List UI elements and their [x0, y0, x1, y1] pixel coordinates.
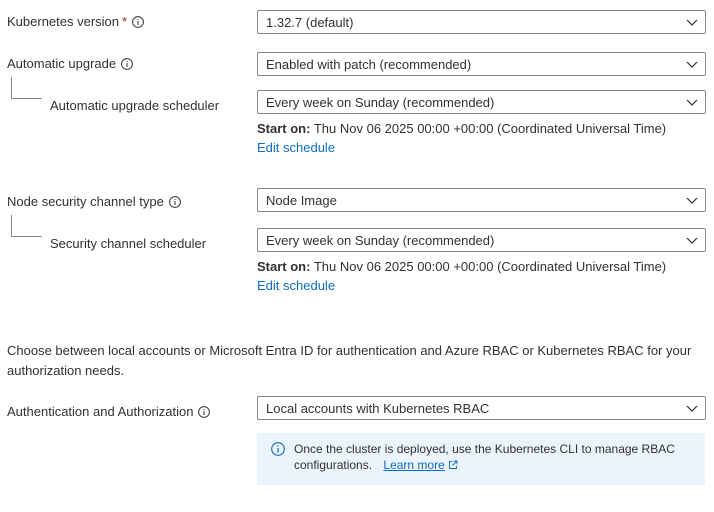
external-link-icon: [448, 460, 458, 470]
info-message-box: [257, 433, 705, 485]
automatic-upgrade-label: Automatic upgrade: [7, 56, 133, 71]
automatic-upgrade-scheduler-dropdown[interactable]: Every week on Sunday (recommended): [257, 90, 706, 114]
info-icon[interactable]: [169, 196, 181, 208]
automatic-upgrade-scheduler-label: Automatic upgrade scheduler: [50, 98, 220, 113]
chevron-down-icon: [685, 15, 699, 29]
info-icon[interactable]: [121, 58, 133, 70]
chevron-down-icon: [685, 233, 699, 247]
security-channel-scheduler-label: Security channel scheduler: [50, 236, 207, 251]
required-asterisk: *: [122, 14, 128, 29]
chevron-down-icon: [685, 193, 699, 207]
node-security-channel-label: Node security channel type: [7, 194, 181, 209]
chevron-down-icon: [685, 401, 699, 415]
tree-connector: [11, 77, 42, 99]
tree-connector: [11, 215, 42, 237]
auth-description: Choose between local accounts or Microsoft Entra ID for authentication and Azure RBAC or Kubernetes RBAC for your authorization needs.: [7, 343, 692, 378]
learn-more-link[interactable]: Learn more: [383, 458, 445, 472]
info-icon[interactable]: [132, 16, 144, 28]
chevron-down-icon: [685, 95, 699, 109]
node-security-channel-dropdown[interactable]: Node Image: [257, 188, 706, 212]
info-icon[interactable]: [198, 406, 210, 418]
upgrade-start-on-text: Start on: Thu Nov 06 2025 00:00 +00:00 (Coordinated Universal Time): [257, 121, 667, 136]
security-channel-scheduler-dropdown[interactable]: Every week on Sunday (recommended): [257, 228, 706, 252]
automatic-upgrade-dropdown[interactable]: Enabled with patch (recommended): [257, 52, 706, 76]
authentication-dropdown[interactable]: Local accounts with Kubernetes RBAC: [257, 396, 706, 420]
security-start-on-text: Start on: Thu Nov 06 2025 00:00 +00:00 (Coordinated Universal Time): [257, 259, 667, 274]
kubernetes-version-dropdown[interactable]: 1.32.7 (default): [257, 10, 706, 34]
upgrade-edit-schedule-link[interactable]: Edit schedule: [257, 140, 336, 155]
authentication-label: Authentication and Authorization: [7, 404, 210, 419]
chevron-down-icon: [685, 57, 699, 71]
info-message-text: Once the cluster is deployed, use the Kubernetes CLI to manage RBAC configurations. Learn more: [294, 442, 675, 472]
security-edit-schedule-link[interactable]: Edit schedule: [257, 278, 336, 293]
kubernetes-version-label: Kubernetes version *: [7, 14, 144, 29]
info-icon: [271, 442, 285, 456]
